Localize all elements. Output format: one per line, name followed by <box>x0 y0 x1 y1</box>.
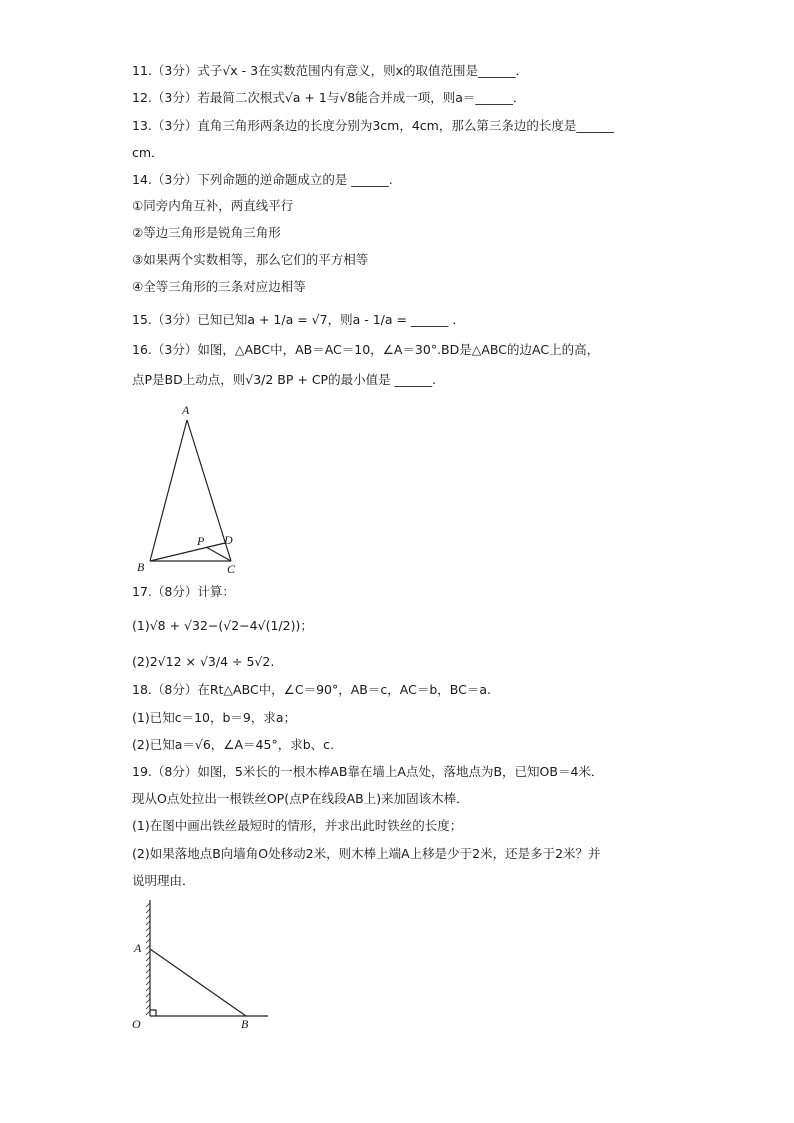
figure-19-label-O: O <box>132 1017 141 1031</box>
question-14-option-4: ④全等三角形的三条对应边相等 <box>132 279 306 294</box>
question-16-line1: 16.（3分）如图，△ABC中，AB＝AC＝10，∠A＝30°.BD是△ABC的边AC上的高， <box>132 342 600 357</box>
question-19-part-2-line2: 说明理由． <box>132 873 195 888</box>
question-18-part-2: (2)已知a＝√6，∠A＝45°，求b、c. <box>132 737 334 752</box>
question-17: 17.（8分）计算： <box>132 584 235 599</box>
figure-16-label-B: B <box>137 560 145 574</box>
question-19-line2: 现从O点处拉出一根铁丝OP(点P在线段AB上)来加固该木棒． <box>132 791 469 806</box>
figure-16-label-C: C <box>227 562 236 576</box>
figure-19-label-A: A <box>134 941 142 955</box>
question-14-option-3: ③如果两个实数相等，那么它们的平方相等 <box>132 252 369 267</box>
figure-16-label-A: A <box>182 403 190 417</box>
question-12: 12.（3分）若最简二次根式√a + 1与√8能合并成一项，则a＝______． <box>132 90 526 105</box>
question-13-line2: cm． <box>132 145 164 160</box>
question-18-part-1: (1)已知c＝10，b＝9，求a； <box>132 710 297 725</box>
question-19-line1: 19.（8分）如图，5米长的一根木棒AB靠在墙上A点处，落地点为B，已知OB＝4米． <box>132 764 604 779</box>
figure-16-label-P: P <box>197 534 205 548</box>
figure-16-label-D: D <box>224 533 233 547</box>
question-18: 18.（8分）在Rt△ABC中，∠C＝90°，AB＝c，AC＝b，BC＝a. <box>132 682 491 697</box>
question-11: 11.（3分）式子√x - 3在实数范围内有意义，则x的取值范围是______． <box>132 63 529 78</box>
figure-19-label-B: B <box>241 1017 249 1031</box>
question-17-part-2: (2)2√12 × √3/4 ÷ 5√2. <box>132 654 275 669</box>
question-19-part-2-line1: (2)如果落地点B向墙角O处移动2米，则木棒上端A上移是少于2米，还是多于2米？并 <box>132 846 601 861</box>
question-14-option-1: ①同旁内角互补，两直线平行 <box>132 198 294 213</box>
question-13-line1: 13.（3分）直角三角形两条边的长度分别为3cm，4cm，那么第三条边的长度是______ <box>132 118 614 133</box>
question-14: 14.（3分）下列命题的逆命题成立的是 ______. <box>132 172 393 187</box>
figure-19-ladder <box>128 895 278 1035</box>
question-19-part-1: (1)在图中画出铁丝最短时的情形，并求出此时铁丝的长度； <box>132 818 463 833</box>
question-16-line2: 点P是BD上动点，则√3/2 BP + CP的最小值是 ______. <box>132 372 437 387</box>
question-14-option-2: ②等边三角形是锐角三角形 <box>132 225 281 240</box>
question-15: 15.（3分）已知已知a + 1/a = √7，则a - 1/a = ______ ． <box>132 312 465 327</box>
question-17-part-1: (1)√8 + √32−(√2−4√(1/2))； <box>132 618 313 633</box>
figure-16-triangle <box>132 400 252 580</box>
